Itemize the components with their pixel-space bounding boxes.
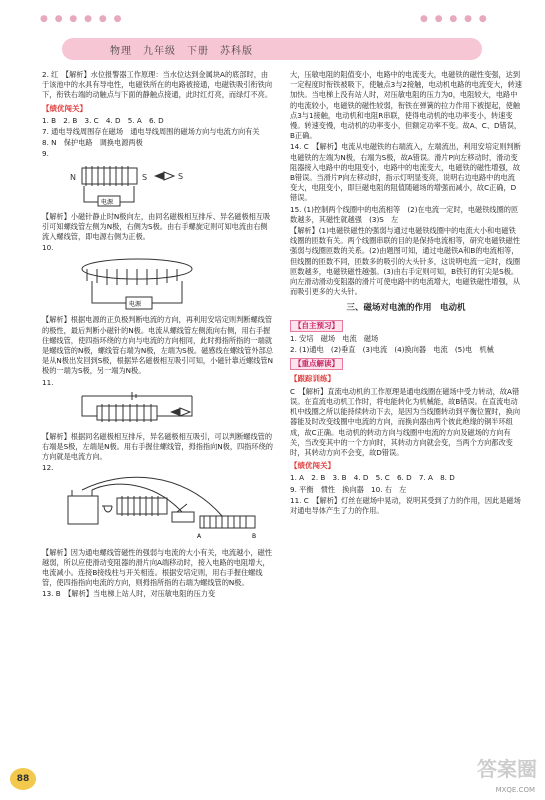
section-tag: 【自主预习】 bbox=[290, 320, 343, 332]
svg-text:B: B bbox=[252, 532, 257, 540]
left-column bbox=[42, 70, 274, 601]
answer-q13-continued: 大，压敏电阻的阻值变小，电路中的电流变大，电磁铁的磁性变强，达到一定程度时衔铁被吸下，使触点3与2接触，电动机电路的电流变大，转速加快。当电梯上没有站人时，对压敏电阻的压力为0，电阻较大，电路中的电流较小，电磁铁的磁性较弱，衔铁在弹簧的拉力作用下被提起，使触点3与1接触，电动机和电阻R串联，使得电动机的电功率变小，转速变慢。转速变慢，电动机的功率变小，但额定功率不变。故A、C、D错误，B正确。 bbox=[290, 70, 522, 141]
answer-q12-explanation: 【解析】因为通电螺线管磁性的强弱与电流的大小有关，电流越小，磁性越弱，所以应使滑动变阻器的滑片向A端移动时，接入电路的电阻增大，电流减小。连接B接线柱与开关相连。根据安培定则，用右手握住螺线管，使四指指向电流的方向，则拇指所指的右端为螺线管的N极。 bbox=[42, 547, 273, 588]
power-label: 电源 bbox=[101, 198, 114, 206]
answer-q12: 12. bbox=[42, 463, 54, 473]
answer-q9-explanation: 【解析】小磁针静止时N极向左，由同名磁极相互排斥、异名磁极相互吸引可知螺线管左侧为N极，右侧为S极。由右手螺旋定则可知电流由右侧流入螺线管，即电源右侧为正极。 bbox=[42, 211, 271, 242]
solenoid-figure-11 bbox=[62, 390, 212, 430]
watermark-logo: 答案圈 bbox=[477, 757, 537, 781]
page-number: 88 bbox=[10, 768, 36, 790]
right-column bbox=[290, 70, 522, 517]
svg-text:S: S bbox=[142, 172, 148, 182]
svg-text:N: N bbox=[70, 172, 76, 182]
answer-q15-explanation: 【解析】(1)电磁铁磁性的强弱与通过电磁铁线圈中的电流大小和电磁铁线圈的匝数有关。两个线圈串联的目的是保持电流相等，研究电磁铁磁性强弱与线圈匝数的关系。(2)由题图可知，通过电磁铁A和B的电流相等，但线圈的匝数不同，匝数多的吸引的大头针多，这说明电流一定时，线圈匝数越多，电磁铁磁性越强。(3)由右手定则可知，B铁钉的钉尖是S极。向左滑动滑动变阻器的滑片可使电路中的电流增大，电磁铁磁性增强，从而吸引更多的大头针。 bbox=[290, 226, 521, 297]
section-tag: 【重点解读】 bbox=[290, 358, 343, 370]
answer-q10: 10. bbox=[42, 243, 54, 253]
solenoid-figure-10 bbox=[62, 255, 212, 313]
follow-up-answer: C 【解析】直流电动机的工作原理是通电线圈在磁场中受力转动，故A错误。在直流电动机工作时，将电能转化为机械能，故B错误。在直流电动机中线圈之所以能持续转动下去，是因为当线圈转动到平衡位置时，换向器能及时改变线圈中电流的方向，而换向器由两个彼此绝缘的铜半环组成，故C正确。电动机的转动方向与线圈中电流的方向及磁场的方向有关，当改变其中的一个方向时，其转动方向就会变，当两个方向都改变时，其转动方向不会变，故D错误。 bbox=[290, 386, 521, 457]
answer-q11: 11. bbox=[42, 377, 54, 387]
solenoid-figure-9 bbox=[62, 162, 192, 210]
section-tag: 【绩优闯关】 bbox=[42, 103, 87, 113]
svg-text:S: S bbox=[178, 171, 184, 181]
advanced-answer-11: 11. C 【解析】灯丝在磁场中晃动，说明其受到了力的作用，因此是磁场对通电导体产生了力的作用。 bbox=[290, 495, 521, 515]
answer-q14: 14. C 【解析】电流从电磁铁的右端流入，左端流出，利用安培定则判断电磁铁的左端为N极，右端为S极，故A错误。滑片P向左移动时，滑动变阻器接入电路中的电阻变小，电路中的电流变大，电磁铁的磁性增强，故B错误。当滑片P向左移动时，指示灯明显变亮，说明右边电路中的电流变大，电阻变小，即巨磁电阻的阻值随磁场的增强而减小，故C正确，D错误。 bbox=[290, 142, 521, 203]
answer-q7: 7. 通电导线周围存在磁场 通电导线周围的磁场方向与电流方向有关 bbox=[42, 127, 260, 137]
section-title: 三、磁场对电流的作用 电动机 bbox=[346, 303, 466, 314]
decorative-dots: ● ● ● ● ● ● bbox=[40, 14, 124, 24]
decorative-dots: ● ● ● ● ● bbox=[420, 14, 489, 24]
answer-q9: 9. bbox=[42, 149, 49, 159]
section-tag: 【跟踪训练】 bbox=[290, 374, 335, 384]
section-tag: 【绩优闯关】 bbox=[290, 461, 335, 471]
preview-answer-2: 2. (1)通电 (2)垂直 (3)电流 (4)换向器 电流 (5)电 机械 bbox=[290, 345, 494, 355]
answer-q1-6: 1. B 2. B 3. C 4. D 5. A 6. D bbox=[42, 115, 164, 125]
preview-answer-1: 1. 安培 磁场 电流 磁场 bbox=[290, 333, 379, 343]
answer-q15: 15. (1)控制两个线圈中的电流相等 (2)在电流一定时，电磁铁线圈的匝数越多，其磁性就越强 (3)S 左 bbox=[290, 204, 519, 224]
page-header bbox=[0, 0, 545, 64]
advanced-answers-9-10: 9. 平衡 惯性 换向器 10. 右 左 bbox=[290, 484, 407, 494]
book-subject: 物理 九年级 下册 苏科版 bbox=[110, 46, 253, 57]
answer-q11-explanation: 【解析】根据同名磁极相互排斥，异名磁极相互吸引，可以判断螺线管的右端是S极，左端是N极。用右手握住螺线管，拇指指向N极，四指环绕的方向就是电流方向。 bbox=[42, 431, 273, 462]
answer-q2: 2. 红 【解析】水位报警器工作原理：当水位达到金属块A的底部时，由于该池中的水具有导电性，电磁铁所在的电路被接通，电磁铁吸引衔铁向下，衔铁右端的动触点与下面的静触点接通，此时红灯亮，而绿灯不亮。 bbox=[42, 70, 273, 100]
answer-q13: 13. B 【解析】当电梯上站人时，对压敏电阻的压力变 bbox=[42, 589, 216, 599]
advanced-answers-1-8: 1. A 2. B 3. B 4. D 5. C 6. D 7. A 8. D bbox=[290, 473, 455, 483]
power-label: 电源 bbox=[129, 301, 142, 309]
watermark-text: MXQE.COM bbox=[495, 786, 535, 794]
answer-q8: 8. N 保护电路 调换电源两极 bbox=[42, 138, 143, 148]
answer-q10-explanation: 【解析】根据电源的正负极判断电流的方向，再利用安培定则判断螺线管的极性，最后判断小磁针的N极。电流从螺线管左侧流向右侧，用右手握住螺线管，使四指环绕的方向与电流的方向相同，此时拇指所指的一端就是螺线管的N极，螺线管右端为N极，左端为S极。磁感线在螺线管外部总是从N极出发回到S极，根据异名磁极相互吸引可知，小磁针靠近螺线管N极的一端为S极，另一端为N极。 bbox=[42, 315, 273, 376]
svg-text:A: A bbox=[197, 532, 202, 540]
circuit-figure-12 bbox=[62, 476, 262, 546]
